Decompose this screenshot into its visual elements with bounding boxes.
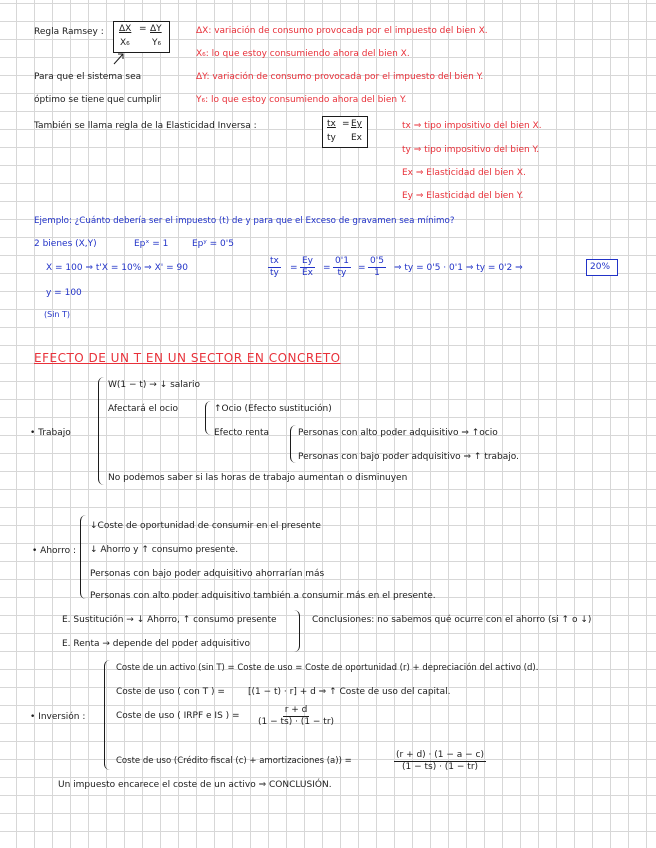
inversion-line-4a: Coste de uso (Crédito fiscal (c) + amortizaciones (a)) = bbox=[116, 756, 352, 766]
inverse-den-right: Ex bbox=[351, 133, 363, 143]
inversion-frac-irpf: $\frac{r + d}{(1 - ts) \cdot (1 - tr)}$ bbox=[258, 705, 335, 727]
trabajo-line-2: Afectará el ocio bbox=[108, 404, 178, 414]
ahorro-conclusion-brace bbox=[294, 610, 300, 652]
example-eq-2: = bbox=[323, 263, 331, 273]
ramsey-line-3: óptimo se tiene que cumplir bbox=[34, 95, 161, 105]
inversion-final-conclusion: Un impuesto encarece el coste de un activo ⇒ CONCLUSIÓN. bbox=[58, 780, 332, 790]
inverse-def-ey: Ey ⇒ Elasticidad del bien Y. bbox=[402, 191, 524, 201]
ramsey-num-left: ΔX bbox=[119, 24, 132, 34]
trabajo-line-4: Efecto renta bbox=[214, 428, 270, 438]
ramsey-def-dx: ΔX: variación de consumo provocada por el impuesto del bien X. bbox=[196, 26, 488, 36]
example-result-box bbox=[586, 259, 618, 276]
example-frac-tx-ty: $\frac{tx}{ty}$ bbox=[270, 256, 279, 278]
ahorro-conclusion: Conclusiones: no sabemos qué ocurre con el ahorro (si ↑ o ↓) bbox=[312, 615, 592, 625]
example-result: 20% bbox=[590, 262, 611, 272]
ramsey-den-right: Y₆ bbox=[152, 38, 162, 48]
trabajo-line-3: ↑Ocio (Efecto sustitución) bbox=[214, 404, 332, 414]
inverse-def-tx: tx ⇒ tipo impositivo del bien X. bbox=[402, 121, 542, 131]
example-frac-ey-ex: $\frac{Ey}{Ex}$ bbox=[302, 256, 314, 278]
trabajo-line-7: No podemos saber si las horas de trabajo aumentan o disminuyen bbox=[108, 473, 408, 483]
example-eq-3: = bbox=[358, 263, 366, 273]
example-elasticity-y: Epʸ = 0'5 bbox=[192, 239, 234, 249]
inversion-line-1: Coste de un activo (sin T) = Coste de uso = Coste de oportunidad (r) + depreciación del activo (d). bbox=[116, 663, 539, 673]
ramsey-formula-box bbox=[113, 21, 170, 53]
example-elasticity-x: Epˣ = 1 bbox=[134, 239, 169, 249]
inversion-line-3a: Coste de uso ( IRPF e IS ) = bbox=[116, 711, 240, 721]
trabajo-label: • Trabajo bbox=[30, 428, 71, 438]
ramsey-def-x6: X₆: lo que estoy consumiendo ahora del bien X. bbox=[196, 49, 410, 59]
trabajo-brace bbox=[98, 377, 105, 485]
trabajo-line-5: Personas con alto poder adquisitivo ⇒ ↑ocio bbox=[298, 428, 498, 438]
inverse-def-ex: Ex ⇒ Elasticidad del bien X. bbox=[402, 168, 526, 178]
ahorro-line-1: ↓Coste de oportunidad de consumir en el presente bbox=[90, 521, 321, 531]
trabajo-renta-brace bbox=[290, 425, 296, 463]
trabajo-line-1: W(1 − t) → ↓ salario bbox=[108, 380, 201, 390]
ahorro-line-5: E. Sustitución → ↓ Ahorro, ↑ consumo presente bbox=[62, 615, 277, 625]
inverse-formula-box bbox=[322, 116, 368, 148]
inversion-frac-credito: $\frac{(r + d) \cdot (1 - a - c)}{(1 - ts) \cdot (1 - tr)}$ bbox=[396, 750, 485, 772]
ahorro-line-6: E. Renta → depende del poder adquisitivo bbox=[62, 639, 250, 649]
ramsey-den-left: X₆ bbox=[120, 38, 130, 48]
example-frac-01-ty: $\frac{0'1}{ty}$ bbox=[335, 256, 349, 278]
example-goods: 2 bienes (X,Y) bbox=[34, 239, 97, 249]
example-line-y: y = 100 bbox=[46, 288, 82, 298]
ahorro-line-2: ↓ Ahorro y ↑ consumo presente. bbox=[90, 545, 239, 555]
inverse-def-ty: ty ⇒ tipo impositivo del bien Y. bbox=[402, 145, 540, 155]
example-question: Ejemplo: ¿Cuánto debería ser el impuesto (t) de y para que el Exceso de gravamen sea mínimo? bbox=[34, 216, 455, 226]
ramsey-def-y6: Y₆: lo que estoy consumiendo ahora del bien Y. bbox=[196, 95, 407, 105]
example-note: (Sin T) bbox=[44, 310, 71, 319]
trabajo-ocio-brace bbox=[205, 401, 211, 435]
ramsey-arrow-icon bbox=[112, 52, 126, 66]
trabajo-line-6: Personas con bajo poder adquisitivo ⇒ ↑ trabajo. bbox=[298, 452, 519, 462]
ahorro-brace bbox=[80, 515, 87, 599]
example-solution-chain: ⇒ ty = 0'5 · 0'1 ⇒ ty = 0'2 ⇒ bbox=[394, 263, 523, 273]
ahorro-line-4: Personas con alto poder adquisitivo también a consumir más en el presente. bbox=[90, 591, 436, 601]
example-frac-05-1: $\frac{0'5}{1}$ bbox=[370, 256, 384, 278]
ramsey-eq: = bbox=[139, 24, 147, 34]
inverse-label: También se llama regla de la Elasticidad Inversa : bbox=[34, 121, 257, 131]
inversion-brace bbox=[104, 660, 111, 770]
section-title: EFECTO DE UN T EN UN SECTOR EN CONCRETO bbox=[34, 351, 341, 365]
inversion-line-2b: [(1 − t) · r] + d ⇒ ↑ Coste de uso del capital. bbox=[248, 687, 451, 697]
ramsey-line-2: Para que el sistema sea bbox=[34, 72, 142, 82]
inverse-eq: = bbox=[342, 119, 350, 129]
inversion-line-2a: Coste de uso ( con T ) = bbox=[116, 687, 225, 697]
inversion-label: • Inversión : bbox=[30, 712, 86, 722]
example-line-x: X = 100 ⇒ t'X = 10% ⇒ X' = 90 bbox=[46, 263, 188, 273]
inverse-num-left: tx bbox=[327, 119, 336, 129]
ramsey-num-right: ΔY bbox=[150, 24, 162, 34]
ramsey-def-dy: ΔY: variación de consumo provocada por el impuesto del bien Y. bbox=[196, 72, 484, 82]
inverse-num-right: Ey bbox=[351, 119, 363, 129]
example-eq-1: = bbox=[290, 263, 298, 273]
ahorro-line-3: Personas con bajo poder adquisitivo ahorrarían más bbox=[90, 569, 325, 579]
ramsey-label: Regla Ramsey : bbox=[34, 27, 104, 37]
inverse-den-left: ty bbox=[327, 133, 336, 143]
ahorro-label: • Ahorro : bbox=[32, 546, 76, 556]
